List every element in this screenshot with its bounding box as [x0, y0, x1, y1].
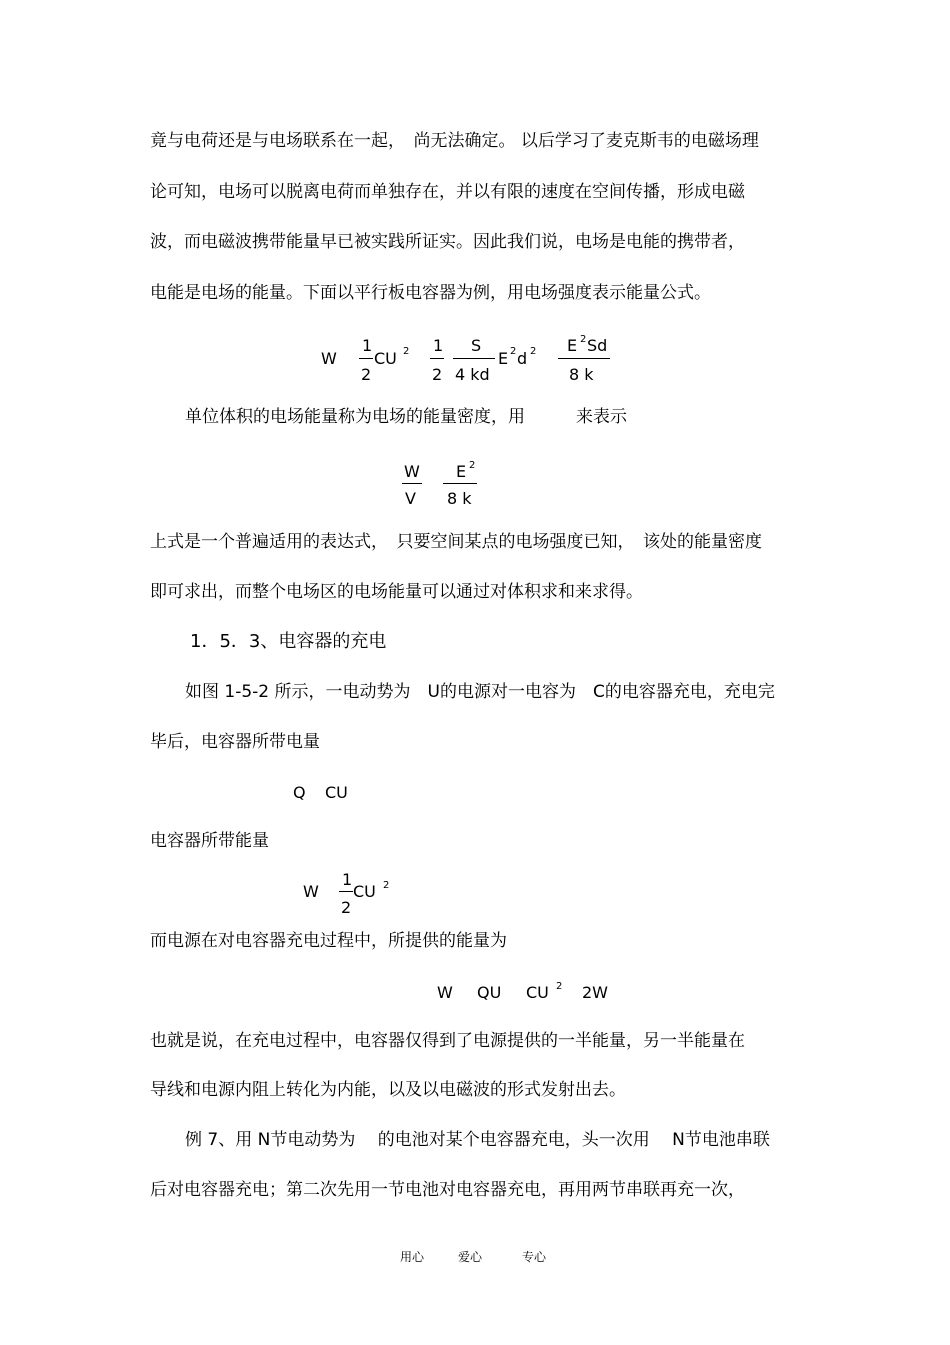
fraction-denominator: 2 [341, 898, 352, 917]
paragraph-line: 即可求出，而整个电场区的电场能量可以通过对体积求和来求得。 [150, 582, 643, 602]
formula-symbol: CU [526, 983, 549, 1002]
fraction-denominator: 8 k [447, 489, 472, 508]
paragraph-line: 如图 1-5-2 所示，一电动势为 U的电源对一电容为 C的电容器充电，充电完 [185, 682, 775, 702]
superscript: 2 [556, 981, 563, 992]
superscript: 2 [510, 346, 517, 357]
fraction-bar [443, 483, 477, 484]
fraction-bar [339, 891, 353, 892]
paragraph-line: 毕后，电容器所带电量 [150, 732, 320, 752]
fraction-numerator: Sd [587, 336, 608, 355]
formula-symbol: CU [325, 783, 348, 802]
superscript: 2 [383, 880, 390, 891]
footer-text: 专心 [522, 1250, 547, 1264]
fraction-bar [359, 358, 373, 359]
formula-symbol: W [303, 882, 319, 901]
fraction-bar [402, 483, 422, 484]
formula-symbol: QU [477, 983, 502, 1002]
fraction-denominator: 8 k [569, 365, 594, 384]
section-heading: 1．5．3、电容器的充电 [190, 631, 387, 652]
paragraph-line: 也就是说，在充电过程中，电容器仅得到了电源提供的一半能量，另一半能量在 [150, 1031, 745, 1051]
fraction-denominator: 2 [432, 365, 443, 384]
fraction-numerator: E [456, 462, 467, 481]
superscript: 2 [403, 346, 410, 357]
formula-symbol: CU [374, 349, 397, 368]
fraction-denominator: 2 [361, 365, 372, 384]
fraction-numerator: 1 [433, 336, 444, 355]
paragraph-line: 导线和电源内阻上转化为内能，以及以电磁波的形式发射出去。 [150, 1080, 626, 1100]
fraction-numerator: 1 [362, 336, 373, 355]
paragraph-line: 论可知，电场可以脱离电荷而单独存在，并以有限的速度在空间传播，形成电磁 [150, 182, 745, 202]
fraction-bar [453, 358, 495, 359]
superscript: 2 [469, 460, 476, 471]
paragraph-line: 上式是一个普遍适用的表达式， 只要空间某点的电场强度已知， 该处的能量密度 [150, 532, 762, 552]
formula-symbol: d [517, 349, 528, 368]
paragraph-line: 单位体积的电场能量称为电场的能量密度，用 来表示 [185, 407, 627, 427]
footer-text: 用心 [400, 1250, 425, 1264]
fraction-numerator: S [471, 336, 482, 355]
fraction-bar [558, 358, 610, 359]
superscript: 2 [530, 346, 537, 357]
superscript: 2 [580, 334, 587, 345]
formula-symbol: CU [353, 882, 376, 901]
formula-symbol: W [437, 983, 453, 1002]
paragraph-line: 竟与电荷还是与电场联系在一起， 尚无法确定。 以后学习了麦克斯韦的电磁场理 [150, 131, 759, 151]
paragraph-line: 例 7、用 N节电动势为 的电池对某个电容器充电，头一次用 N节电池串联 [185, 1130, 770, 1150]
fraction-numerator: 1 [342, 870, 353, 889]
formula-symbol: 2W [582, 983, 608, 1002]
fraction-bar [430, 358, 444, 359]
paragraph-line: 电能是电场的能量。下面以平行板电容器为例，用电场强度表示能量公式。 [150, 283, 711, 303]
fraction-numerator: W [404, 462, 420, 481]
footer-text: 爱心 [458, 1250, 483, 1264]
paragraph-line: 后对电容器充电；第二次先用一节电池对电容器充电，再用两节串联再充一次， [150, 1180, 745, 1200]
paragraph-line: 电容器所带能量 [150, 831, 269, 851]
fraction-denominator: 4 kd [455, 365, 490, 384]
paragraph-line: 而电源在对电容器充电过程中，所提供的能量为 [150, 931, 507, 951]
formula-symbol: E [498, 349, 509, 368]
formula-symbol: Q [293, 783, 306, 802]
paragraph-line: 波，而电磁波携带能量早已被实践所证实。因此我们说，电场是电能的携带者， [150, 232, 745, 252]
formula-symbol: W [321, 349, 337, 368]
fraction-numerator: E [567, 336, 578, 355]
fraction-denominator: V [405, 489, 416, 508]
